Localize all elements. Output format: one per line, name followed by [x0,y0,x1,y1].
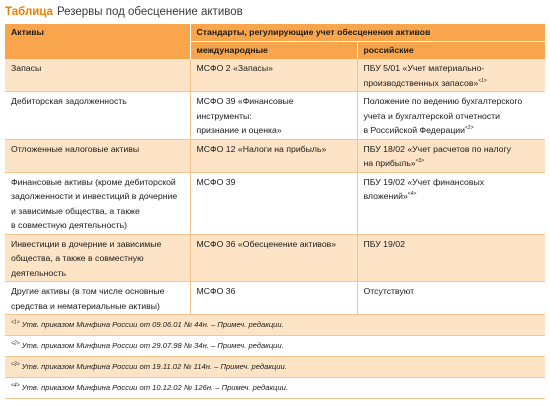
cell-line: признание и оценка» [196,125,282,135]
cell-asset [5,92,190,140]
cell-line: Отсутствуют [363,286,415,296]
cell-international [190,172,357,234]
header-assets: Активы [5,24,190,59]
cell-asset [5,234,190,282]
cell-line: ПБУ 5/01 «Учет материально- [363,63,485,73]
table-row [5,59,545,92]
cell-line: задолженности и инвестиций в дочерние [11,191,178,201]
cell-line: Дебиторская задолженность [11,96,127,106]
footnote [5,315,545,336]
cell-line: Другие активы (в том числе основные [11,286,165,296]
cell-asset [5,139,190,172]
cell-line: Запасы [11,63,42,73]
footnote [5,357,545,378]
cell-line: вложений» [363,191,408,201]
cell-international [190,282,357,315]
cell-line: общества, а также в совместную [11,253,144,263]
cell-line: Инвестиции в дочерние и зависимые [11,238,162,249]
cell-line: ПБУ 18/02 «Учет расчетов по налогу [363,143,511,154]
cell-line: МСФО 36 «Обесценение активов» [196,238,337,249]
cell-line: МСФО 39 [196,176,236,187]
footnote-text: Утв. приказом Минфина России от 29.07.98 № 34н. – Примеч. редакции. [19,341,284,350]
footnote-text: Утв. приказом Минфина России от 19.11.02 № 114н. – Примеч. редакции. [19,362,287,371]
caption-text: Резервы под обесценение активов [56,6,243,18]
cell-russian [357,59,545,92]
table-row [5,139,545,172]
table-caption [5,5,243,19]
footnote-row [5,378,545,399]
cell-asset [5,172,190,234]
cell-line: Отложенные налоговые активы [11,143,140,154]
table-row [5,234,545,282]
cell-line: деятельность [11,267,67,278]
footnote-text: Утв. приказом Минфина России от 10.12.02 № 126н. – Примеч. редакции. [19,383,288,392]
table-row [5,282,545,315]
cell-russian [357,282,545,315]
cell-international [190,92,357,140]
cell-line: и зависимые общества, а также [11,205,140,216]
footnote-ref: <4> [407,191,417,198]
footnote-mark: <1> [11,319,20,326]
footnote-text: Утв. приказом Минфина России от 09.06.01 № 44н. – Примеч. редакции. [19,320,284,329]
cell-line: МСФО 39 «Финансовые инструменты: [196,96,294,121]
caption-label: Таблица [5,6,53,18]
footnote-ref: <3> [415,158,425,165]
cell-line: Финансовые активы (кроме дебиторской [11,176,176,187]
cell-line: учета и бухгалтерской отчетности [363,110,501,121]
footnote-row [5,336,545,357]
cell-asset [5,59,190,92]
cell-line: МСФО 12 «Налоги на прибыль» [196,143,327,154]
cell-russian [357,92,545,140]
header-standards: Стандарты, регулирующие учет обесценения активов [190,24,545,42]
cell-international [190,139,357,172]
footnote-mark: <4> [11,382,20,389]
cell-line: Положение по ведению бухгалтерского [363,96,523,106]
cell-line: в совместную деятельность) [11,220,128,230]
footnote-ref: <2> [465,125,474,132]
reserves-table [5,24,545,399]
cell-line: средства и нематериальные активы) [11,300,160,311]
table-row [5,92,545,140]
footnote-row [5,357,545,378]
footnote-mark: <3> [11,361,20,368]
cell-asset [5,282,190,315]
footnote-ref: <1> [478,77,487,84]
cell-line: производственных запасов» [363,77,479,88]
footnote-row [5,315,545,336]
cell-international [190,59,357,92]
header-international: международные [190,42,357,60]
footnote-mark: <2> [11,340,20,347]
cell-line: в Российской Федерации [363,125,465,135]
cell-russian [357,234,545,282]
cell-russian [357,172,545,234]
table-row [5,172,545,234]
cell-line: ПБУ 19/02 «Учет финансовых [363,176,485,187]
cell-line: МСФО 36 [196,286,236,296]
cell-international [190,234,357,282]
footnote [5,378,545,399]
cell-line: ПБУ 19/02 [363,238,405,249]
cell-line: МСФО 2 «Запасы» [196,63,273,73]
cell-line: на прибыль» [363,158,416,168]
header-russian: российские [357,42,545,60]
footnote [5,336,545,357]
cell-russian [357,139,545,172]
